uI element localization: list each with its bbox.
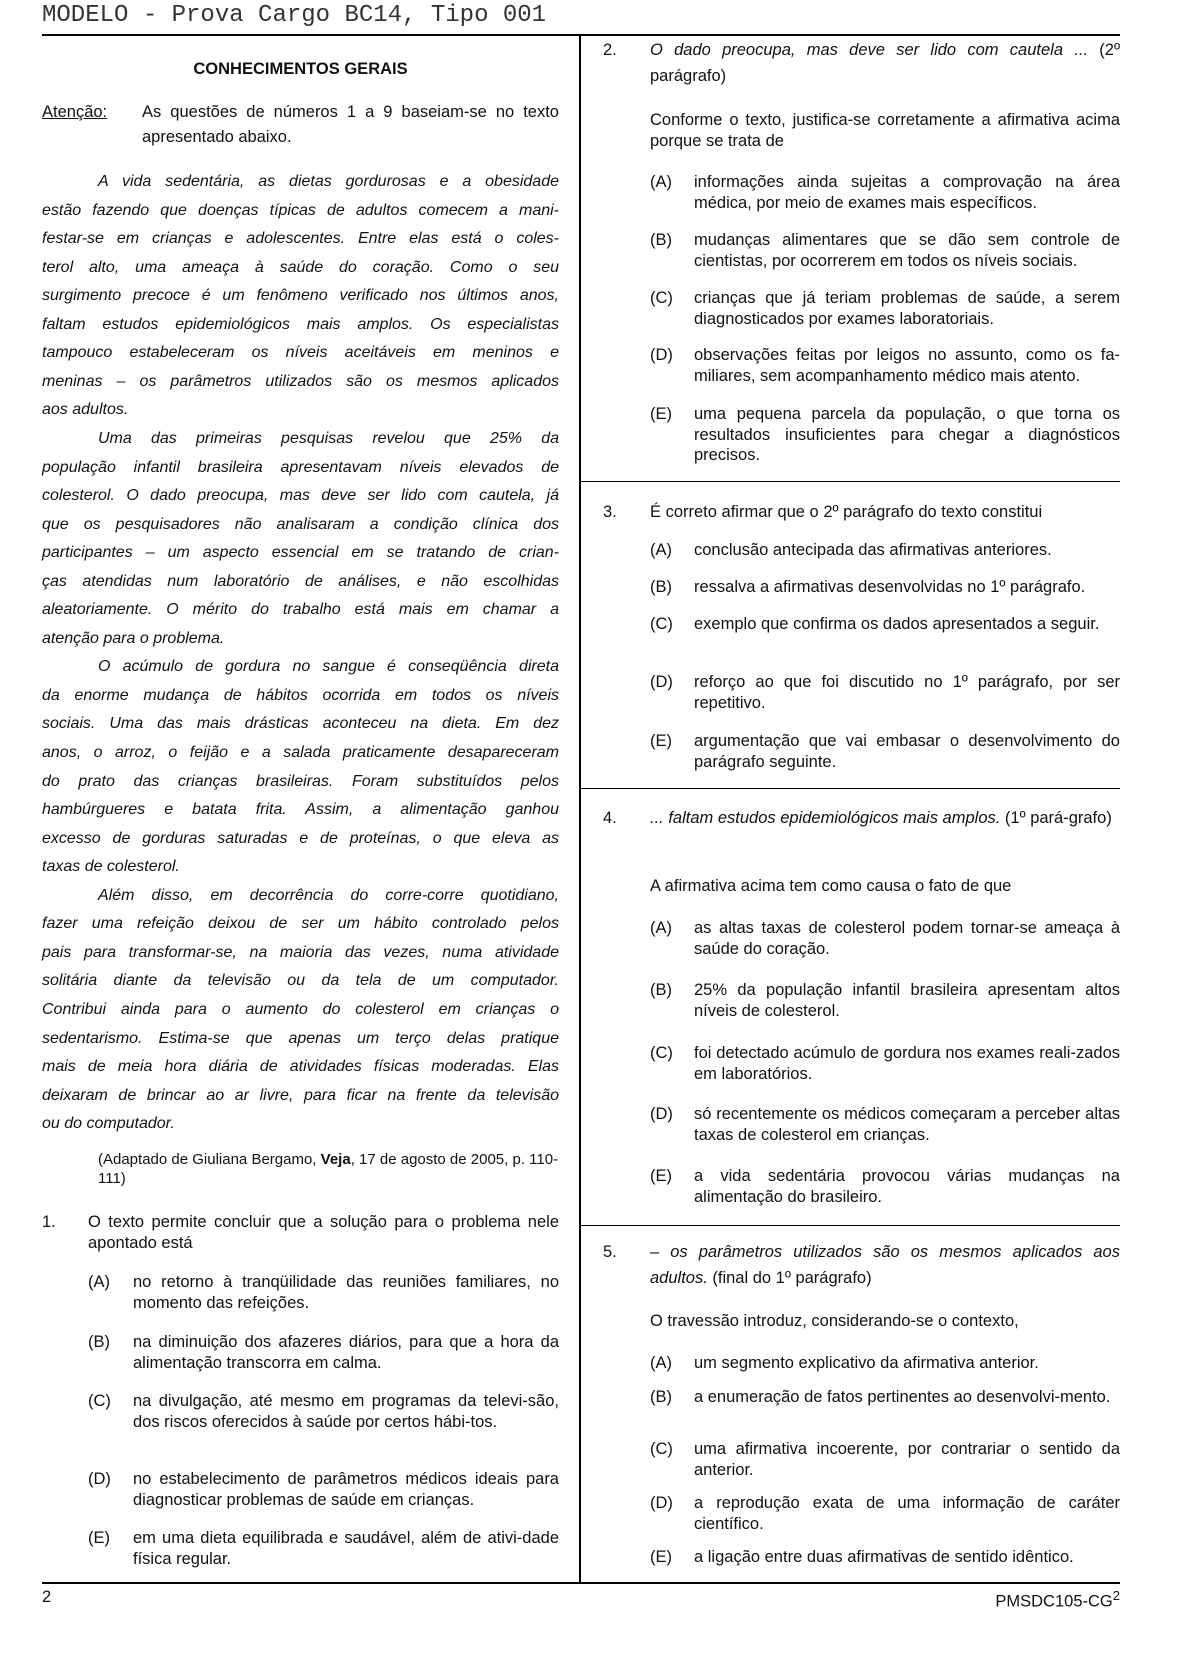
question-number: 5. — [603, 1243, 617, 1261]
passage-line: A vida sedentária, as dietas gordurosas e a obesidade — [98, 173, 559, 190]
option-text: uma afirmativa incoerente, por contrariar o sentido da anterior. — [694, 1440, 1120, 1479]
passage-line: da enorme mudança de hábitos ocorrida em todos os níveis — [42, 686, 559, 704]
option-letter: (D) — [88, 1470, 111, 1488]
passage-line: surgimento precoce é um fenômeno verificado nos últimos anos, — [42, 287, 559, 305]
question-stem-text: (1º pará-grafo) — [1000, 809, 1112, 827]
option-letter: (A) — [650, 173, 672, 191]
question-separator — [580, 481, 1120, 482]
question-prompt: Conforme o texto, justifica-se corretamente a afirmativa acima porque se trata de — [650, 111, 1120, 150]
option-letter: (D) — [650, 1494, 673, 1512]
passage-line: ças atendidas num laboratório de análises, e não escolhidas — [42, 572, 559, 590]
option-letter: (B) — [650, 1388, 672, 1406]
option-text: a ligação entre duas afirmativas de sentido idêntico. — [694, 1548, 1074, 1566]
option-letter: (D) — [650, 346, 673, 364]
question-stem-quote: O dado preocupa, mas deve ser lido com cautela ... — [650, 41, 1089, 59]
passage-line: sociais. Uma das mais drásticas aconteceu na dieta. Em dez — [42, 715, 559, 733]
source-suffix: , 17 de agosto de 2005, p. 110-111) — [98, 1151, 559, 1187]
option-text: as altas taxas de colesterol podem tornar-se ameaça à saúde do coração. — [694, 919, 1120, 958]
option-text: no estabelecimento de parâmetros médicos ideais para diagnosticar problemas de saúde em crianças. — [133, 1470, 559, 1509]
passage-line: sedentarismo. Estima-se que apenas um terço delas pratique — [42, 1029, 559, 1047]
option-text: uma pequena parcela da população, o que torna os resultados insuficientes para chegar a diagnósticos precisos. — [694, 405, 1120, 464]
question-stem — [88, 1212, 559, 1253]
question-stem-quote: – os parâmetros utilizados são os mesmos aplicados aos adultos. — [650, 1243, 1120, 1287]
passage-line: colesterol. O dado preocupa, mas deve ser lido com cautela, já — [42, 487, 559, 505]
option-text: 25% da população infantil brasileira apresentam altos níveis de colesterol. — [694, 981, 1120, 1020]
question-stem — [650, 805, 1120, 831]
question-number: 4. — [603, 809, 617, 827]
passage-line: anos, o arroz, o feijão e a salada praticamente desapareceram — [42, 744, 559, 761]
option-letter: (E) — [88, 1529, 110, 1547]
option-text: na divulgação, até mesmo em programas da televi-são, dos riscos oferecidos à saúde por certos hábi-tos. — [133, 1392, 559, 1431]
passage-line: participantes – um aspecto essencial em se tratando de crian- — [42, 544, 559, 562]
source-publication: Veja — [320, 1151, 351, 1168]
option-letter: (A) — [88, 1273, 110, 1291]
option-letter: (C) — [88, 1392, 111, 1410]
question-stem-text: O texto permite concluir que a solução para o problema nele apontado está — [88, 1213, 559, 1252]
question-stem-text: (final do 1º parágrafo) — [707, 1269, 872, 1287]
question-number: 3. — [603, 503, 617, 521]
option-letter: (B) — [650, 578, 672, 596]
passage-line: O acúmulo de gordura no sangue é conseqüência direta — [98, 658, 559, 676]
option-text: argumentação que vai embasar o desenvolvimento do parágrafo seguinte. — [694, 732, 1120, 771]
passage-line: Além disso, em decorrência do corre-corre quotidiano, — [98, 886, 559, 904]
passage-line: Contribui ainda para o aumento do colesterol em crianças o — [42, 1000, 559, 1018]
option-text: reforço ao que foi discutido no 1º parágrafo, por ser repetitivo. — [694, 673, 1120, 712]
option-text: exemplo que confirma os dados apresentados a seguir. — [694, 615, 1100, 633]
passage-line: Uma das primeiras pesquisas revelou que 25% da — [98, 429, 559, 447]
passage-line: excesso de gorduras saturadas e de proteínas, o que eleva as — [42, 829, 559, 847]
passage-line: estão fazendo que doenças típicas de adultos comecem a mani- — [42, 201, 559, 219]
column-divider — [579, 35, 581, 1584]
option-letter: (A) — [650, 541, 672, 559]
option-text: a reprodução exata de uma informação de caráter científico. — [694, 1494, 1120, 1533]
option-letter: (D) — [650, 1105, 673, 1123]
passage-line: aleatoriamente. O mérito do trabalho está mais em chamar a — [42, 601, 559, 619]
option-letter: (E) — [650, 1167, 672, 1185]
option-text: no retorno à tranqüilidade das reuniões familiares, no momento das refeições. — [133, 1273, 559, 1312]
passage-line: terol alto, uma ameaça à saúde do coração. Como o seu — [42, 258, 559, 276]
passage-line: mais de meia hora diária de atividades físicas moderadas. Elas — [42, 1058, 559, 1076]
passage-line: festar-se em crianças e adolescentes. Entre elas está o coles- — [42, 230, 559, 248]
option-text: conclusão antecipada das afirmativas anteriores. — [694, 541, 1052, 559]
option-text: a enumeração de fatos pertinentes ao desenvolvi-mento. — [694, 1388, 1111, 1406]
passage-line: que os pesquisadores não analisaram a condição clínica dos — [42, 515, 559, 533]
option-letter: (E) — [650, 405, 672, 423]
passage-line: solitária diante da televisão ou da tela de um computador. — [42, 972, 559, 990]
option-letter: (E) — [650, 732, 672, 750]
page-number: 2 — [42, 1588, 52, 1606]
option-letter: (B) — [650, 981, 672, 999]
option-text: a vida sedentária provocou várias mudanças na alimentação do brasileiro. — [694, 1167, 1120, 1206]
option-text: foi detectado acúmulo de gordura nos exames reali-zados em laboratórios. — [694, 1044, 1120, 1083]
document-code-text: PMSDC105-CG — [995, 1592, 1113, 1611]
footer-rule — [42, 1582, 1120, 1584]
option-letter: (C) — [650, 289, 673, 307]
passage-line: do prato das crianças brasileiras. Foram substituídos pelos — [42, 772, 559, 790]
section-title: CONHECIMENTOS GERAIS — [193, 60, 408, 78]
question-separator — [580, 788, 1120, 789]
option-text: observações feitas por leigos no assunto, como os fa-miliares, sem acompanhamento médico mais atento. — [694, 346, 1120, 385]
passage-line: população infantil brasileira apresentavam níveis elevados de — [42, 458, 559, 476]
option-text: só recentemente os médicos começaram a perceber altas taxas de colesterol em crianças. — [694, 1105, 1120, 1144]
header-rule — [42, 34, 1120, 36]
option-letter: (D) — [650, 673, 673, 691]
question-number: 1. — [42, 1213, 56, 1231]
option-text: crianças que já teriam problemas de saúde, a serem diagnosticados por exames laboratoriais. — [694, 289, 1120, 328]
option-letter: (C) — [650, 1440, 673, 1458]
question-separator — [580, 1225, 1120, 1226]
option-letter: (C) — [650, 615, 673, 633]
option-text: mudanças alimentares que se dão sem controle de cientistas, por ocorrerem em todos os níveis sociais. — [694, 231, 1120, 270]
attention-text: As questões de números 1 a 9 baseiam-se no texto apresentado abaixo. — [142, 103, 559, 146]
option-text: um segmento explicativo da afirmativa anterior. — [694, 1354, 1039, 1372]
passage-line: fazer uma refeição deixou de ser um hábito controlado pelos — [42, 915, 559, 933]
question-number: 2. — [603, 41, 617, 59]
question-prompt: A afirmativa acima tem como causa o fato de que — [650, 877, 1012, 895]
passage-line: deixaram de brincar ao ar livre, para ficar na frente da televisão — [42, 1086, 559, 1104]
option-text: em uma dieta equilibrada e saudável, além de ativi-dade física regular. — [133, 1529, 559, 1568]
option-text: ressalva a afirmativas desenvolvidas no 1º parágrafo. — [694, 578, 1086, 596]
source-prefix: (Adaptado de Giuliana Bergamo, — [98, 1151, 321, 1168]
passage-line: taxas de colesterol. — [42, 858, 180, 876]
document-code — [995, 1588, 1120, 1612]
document-header-title: MODELO - Prova Cargo BC14, Tipo 001 — [42, 2, 547, 29]
passage-line: meninas – os parâmetros utilizados são os mesmos aplicados — [42, 372, 559, 390]
passage-line: pais para transformar-se, na maioria das vezes, numa atividade — [42, 943, 559, 961]
option-letter: (A) — [650, 1354, 672, 1372]
passage-line: faltam estudos epidemiológicos mais amplos. Os especialistas — [42, 315, 559, 333]
question-stem-quote: ... faltam estudos epidemiológicos mais amplos. — [650, 809, 1001, 827]
option-text: informações ainda sujeitas a comprovação na área médica, por meio de exames mais específicos. — [694, 173, 1120, 212]
passage-line: atenção para o problema. — [42, 629, 225, 647]
question-stem — [650, 37, 1120, 89]
option-letter: (E) — [650, 1548, 672, 1566]
question-stem-text: É correto afirmar que o 2º parágrafo do texto constitui — [650, 503, 1043, 521]
option-letter: (B) — [88, 1333, 110, 1351]
option-letter: (B) — [650, 231, 672, 249]
passage-line: ou do computador. — [42, 1115, 175, 1133]
option-letter: (C) — [650, 1044, 673, 1062]
question-prompt: O travessão introduz, considerando-se o contexto, — [650, 1312, 1019, 1330]
question-stem-text: (2º parágrafo) — [650, 41, 1120, 85]
passage-source — [98, 1151, 559, 1188]
option-letter: (A) — [650, 919, 672, 937]
attention-label: Atenção: — [42, 103, 108, 121]
question-stem — [650, 1239, 1120, 1291]
question-stem — [650, 499, 1120, 525]
passage-line: hambúrgueres e batata frita. Assim, a alimentação ganhou — [42, 801, 559, 819]
passage-line: aos adultos. — [42, 401, 129, 419]
document-code-sup: 2 — [1112, 1588, 1120, 1603]
option-text: na diminuição dos afazeres diários, para que a hora da alimentação transcorra em calma. — [133, 1333, 559, 1372]
passage-line: tampouco estabeleceram os níveis aceitáveis em meninos e — [42, 344, 559, 362]
